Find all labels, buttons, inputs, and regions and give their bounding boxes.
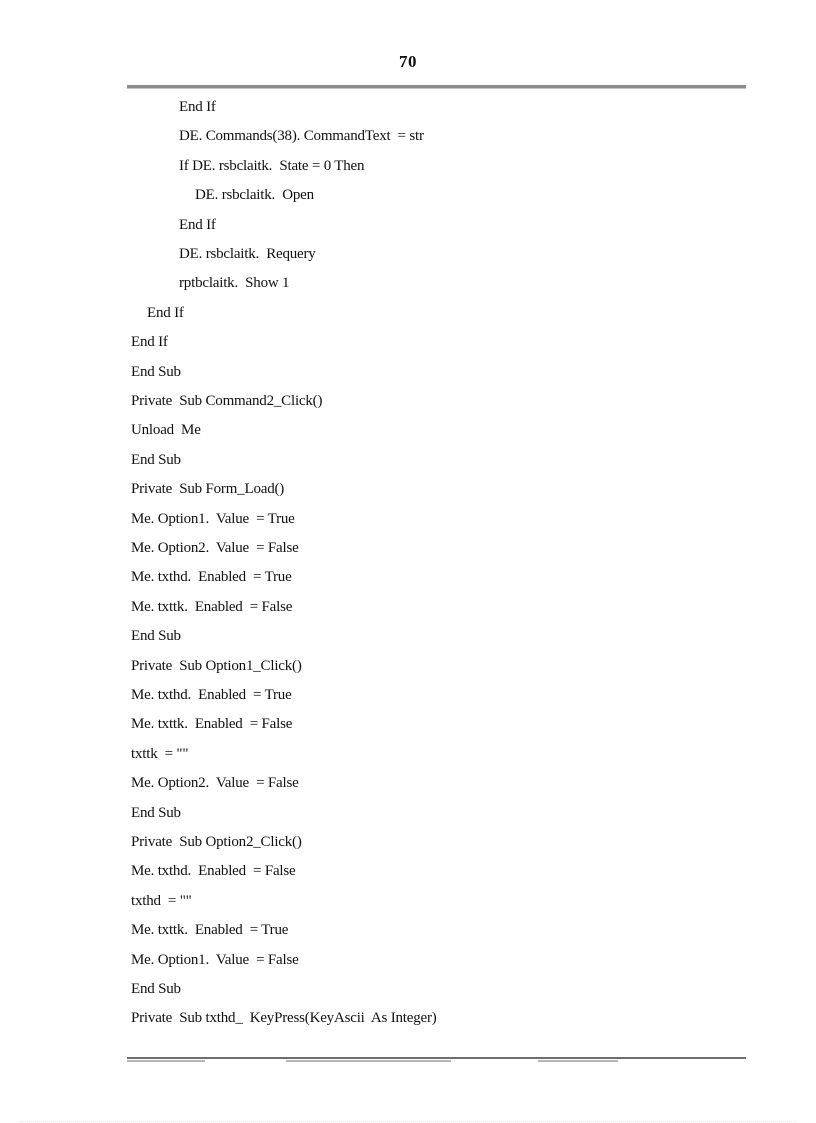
code-line: Private Sub Command2_Click() xyxy=(131,393,323,409)
code-line: rptbclaitk. Show 1 xyxy=(179,275,290,292)
code-line: Me. Option1. Value = False xyxy=(131,951,299,968)
page-number: 70 xyxy=(399,52,417,71)
code-line: txthd = "" xyxy=(131,892,192,909)
code-line: Me. Option2. Value = False xyxy=(131,775,299,792)
code-line: Me. Option1. Value = True xyxy=(131,510,295,527)
code-line: End If xyxy=(179,216,216,233)
footer-rule-segment xyxy=(127,1060,205,1062)
code-line: End Sub xyxy=(131,451,181,468)
code-line: End Sub xyxy=(131,981,181,997)
code-line: Private Sub Option2_Click() xyxy=(131,834,302,850)
page-edge xyxy=(20,1121,796,1122)
code-line: If DE. rsbclaitk. State = 0 Then xyxy=(179,157,365,174)
code-line: Me. txttk. Enabled = False xyxy=(131,598,293,615)
header-rule xyxy=(127,85,746,89)
code-line: DE. rsbclaitk. Requery xyxy=(179,246,316,262)
code-line: End Sub xyxy=(131,363,181,380)
footer-rule-segment xyxy=(538,1060,618,1062)
code-line: Me. txthd. Enabled = False xyxy=(131,863,296,880)
code-line: Me. txthd. Enabled = True xyxy=(131,687,292,703)
code-line: Private Sub Option1_Click() xyxy=(131,657,302,674)
code-line: DE. rsbclaitk. Open xyxy=(195,187,314,204)
code-line: Private Sub Form_Load() xyxy=(131,481,285,498)
code-line: Me. txttk. Enabled = True xyxy=(131,922,289,939)
footer-rule-segment xyxy=(286,1060,451,1062)
code-line: DE. Commands(38). CommandText = str xyxy=(179,128,424,145)
code-line: End Sub xyxy=(131,804,181,821)
code-line: Me. txttk. Enabled = False xyxy=(131,716,293,733)
code-line: Unload Me xyxy=(131,422,201,439)
code-line: txttk = "" xyxy=(131,745,189,762)
code-line: End If xyxy=(131,334,168,351)
code-line: Private Sub txthd_ KeyPress(KeyAscii As Integer) xyxy=(131,1010,437,1027)
code-line: Me. txthd. Enabled = True xyxy=(131,569,292,586)
code-line: Me. Option2. Value = False xyxy=(131,540,299,556)
code-line: End If xyxy=(147,304,184,321)
code-line: End If xyxy=(179,99,216,115)
footer-rule xyxy=(127,1057,746,1059)
code-line: End Sub xyxy=(131,628,181,645)
